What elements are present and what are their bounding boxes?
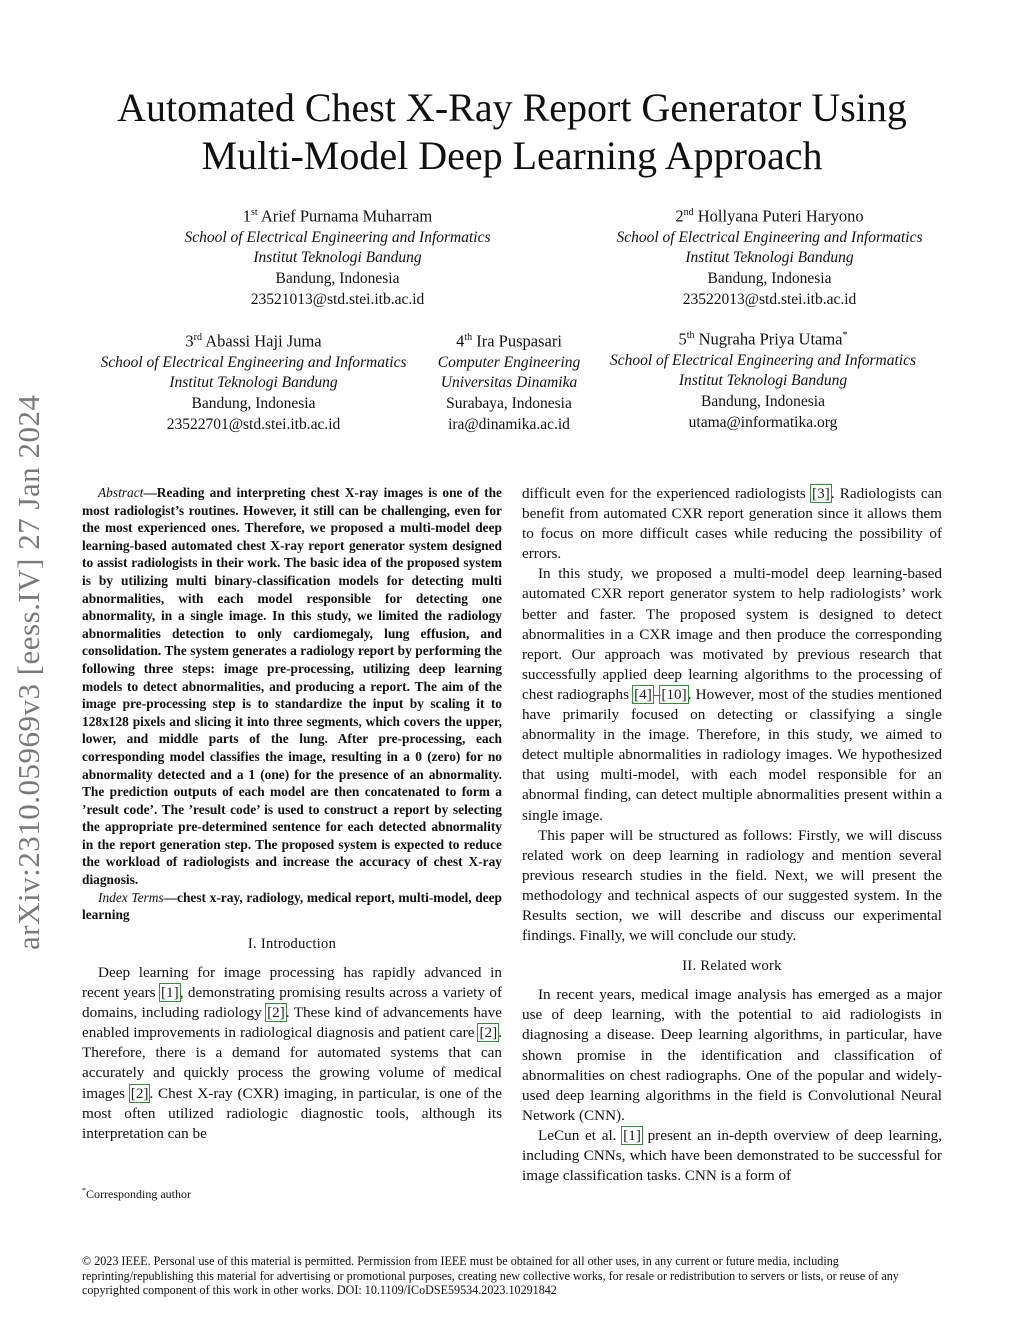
citation-link[interactable]: [4] (634, 685, 652, 703)
author-city: Bandung, Indonesia (191, 395, 316, 413)
author-block-2 (592, 202, 947, 311)
author-inst: Institut Teknologi Bandung (678, 372, 848, 390)
author-dept: School of Electrical Engineering and Informatics (609, 351, 917, 369)
author-city: Bandung, Indonesia (707, 270, 832, 288)
author-inst: Institut Teknologi Bandung (685, 249, 854, 267)
author-dept: School of Electrical Engineering and Informatics (616, 228, 923, 246)
title-line-1: Automated Chest X-Ray Report Generator Using (117, 85, 907, 130)
footnote: *Corresponding author (82, 1186, 191, 1201)
citation-link[interactable]: [1] (623, 1126, 641, 1144)
author-inst: Institut Teknologi Bandung (169, 374, 338, 392)
abstract (82, 484, 502, 889)
right-column (522, 484, 942, 1186)
copyright-notice: © 2023 IEEE. Personal use of this material is permitted. Permission from IEEE must be obtained for all other uses, in any current or future media, including reprinting/republishing this material for advertising or promotional purposes, creating new collective works, for resale or redistribution to servers or lists, or reuse of any copyrighted component of this work in other works. DOI: 10.1109/ICoDSE59534.2023.10291842 (82, 1254, 899, 1298)
index-terms (82, 889, 502, 924)
abstract-text: —Reading and interpreting chest X-ray images is one of the most radiologist’s routines. However, it still can be challenging, even for the most experienced ones. Therefore, we proposed a multi-model deep learning-based automated chest X-ray report generator system designed to assist radiologists in their work. The basic idea of the proposed system is by utilizing multi binary-classification models for detecting multi abnormalities, with each model responsible for detecting one abnormality, in a single image. In this study, we limited the radiology abnormalities detection to only cardiomegaly, lung effusion, and consolidation. The system generates a radiology report by performing the following three steps: image pre-processing, utilizing deep learning models to detect abnormalities, and producing a report. The aim of the image pre-processing step is to standardize the input by scaling it to 128x128 pixels and slicing it into three segments, which covers the upper, lower, and middle parts of the lung. After pre-processing, each corresponding model classifies the image, resulting in a 0 (zero) for no abnormality detected and a 1 (one) for the presence of an abnormality. The prediction outputs of each model are then concatenated to form a ’result code’. The ’result code’ is used to construct a report by selecting the appropriate pre-determined sentence for each detected abnormality in the report generation step. The proposed system is expected to reduce the workload of radiologists and increase the accuracy of chest X-ray diagnosis. (82, 485, 502, 888)
author-email: ira@dinamika.ac.id (448, 415, 570, 433)
author-block-5 (587, 325, 939, 434)
author-name: 2nd Hollyana Puteri Haryono (675, 206, 864, 226)
citation-link[interactable]: [2] (267, 1004, 285, 1022)
author-name: 4th Ira Puspasari (456, 331, 562, 351)
author-dept: School of Electrical Engineering and Informatics (100, 353, 407, 371)
paragraph: This paper will be structured as follows: Firstly, we will discuss related work on deep learning in radiology and mention several previous research studies in the field. Next, we will present the methodology and technical aspects of our suggested system. In the Results section, we will describe and discuss our experimental findings. Finally, we will conclude our study. (522, 826, 942, 945)
author-inst: Institut Teknologi Bandung (253, 249, 422, 267)
intro-paragraph: Deep learning for image processing has rapidly advanced in recent years [1], demonstrating promising results across a variety of domains, including radiology [2]. These kind of advancements have enabled improvements in radiological diagnosis and patient care [2]. Therefore, there is a demand for automated systems that can accurately and quickly process the growing volume of medical images [2]. Chest X-ray (CXR) imaging, in particular, is one of the most often utilized radiologic diagnostic tools, although its interpretation can be (82, 963, 503, 1142)
citation-link[interactable]: [3] (812, 485, 830, 502)
paper-title (60, 84, 964, 180)
author-block-3 (76, 327, 431, 436)
paragraph: In recent years, medical image analysis has emerged as a major use of deep learning, with the potential to aid radiologists in diagnosing a disease. Deep learning algorithms, in particular, have shown promise in the identification and classification of abnormalities on chest radiographs. One of the popular and widely-used deep learning algorithms in the field is Convolutional Neural Network (CNN). (522, 986, 942, 1124)
author-city: Bandung, Indonesia (275, 270, 400, 288)
author-email: 23522701@std.stei.itb.ac.id (166, 415, 341, 433)
author-email: 23521013@std.stei.itb.ac.id (250, 290, 425, 308)
author-dept: Computer Engineering (437, 353, 581, 371)
author-city: Surabaya, Indonesia (446, 395, 572, 413)
citation-link[interactable]: [2] (130, 1084, 149, 1102)
index-terms-text: —chest x-ray, radiology, medical report, multi-model, deep learning (82, 889, 502, 923)
section-heading-introduction: I. Introduction (247, 935, 337, 952)
author-block-1 (160, 202, 515, 311)
citation-link[interactable]: [10] (661, 685, 687, 703)
citation-link[interactable]: [1] (160, 984, 179, 1002)
author-name: 1st Arief Purnama Muharram (242, 206, 433, 226)
arxiv-stamp: arXiv:2310.05969v3 [eess.IV] 27 Jan 2024 (11, 394, 46, 950)
author-name: 5th Nugraha Priya Utama* (678, 329, 848, 349)
left-column (82, 484, 502, 1144)
paragraph: In this study, we proposed a multi-model deep learning-based automated CXR report generator system to help radiologists’ work better and faster. The proposed system is designed to detect abnormalities in a CXR image and then produce the corresponding report. Our approach was motivated by previous research that successfully applied deep learning algorithms to the processing of chest radiographs [4]–[10]. However, most of the studies mentioned have primarily focused on detecting or classifying a single abnormality in the image. Therefore, in this study, we aimed to detect multiple abnormalities in radiology images. We hypothesized that using multi-model, with each model responsible for an abnormal finding, can detect multiple abnormalities present within a single image. (522, 565, 942, 824)
paragraph: LeCun et al. [1] present an in-depth overview of deep learning, including CNNs, which have been demonstrated to be successful for image classification tasks. CNN is a form of (522, 1126, 942, 1185)
author-email: utama@informatika.org (688, 413, 838, 431)
paragraph: difficult even for the experienced radiologists [3]. Radiologists can benefit from automated CXR report generation since it allows them to focus on more difficult cases while reducing the possibility of errors. (522, 485, 942, 563)
author-email: 23522013@std.stei.itb.ac.id (682, 290, 857, 308)
title-line-2: Multi-Model Deep Learning Approach (201, 133, 823, 178)
author-block-4 (425, 327, 593, 436)
author-inst: Universitas Dinamika (440, 374, 578, 392)
index-terms-label: Index Terms (98, 889, 164, 905)
author-name: 3rd Abassi Haji Juma (185, 331, 322, 351)
citation-link[interactable]: [2] (479, 1024, 498, 1042)
abstract-label: Abstract (98, 485, 144, 500)
author-city: Bandung, Indonesia (701, 393, 825, 411)
section-heading-related-work: II. Related work (682, 958, 782, 975)
author-dept: School of Electrical Engineering and Informatics (184, 228, 491, 246)
